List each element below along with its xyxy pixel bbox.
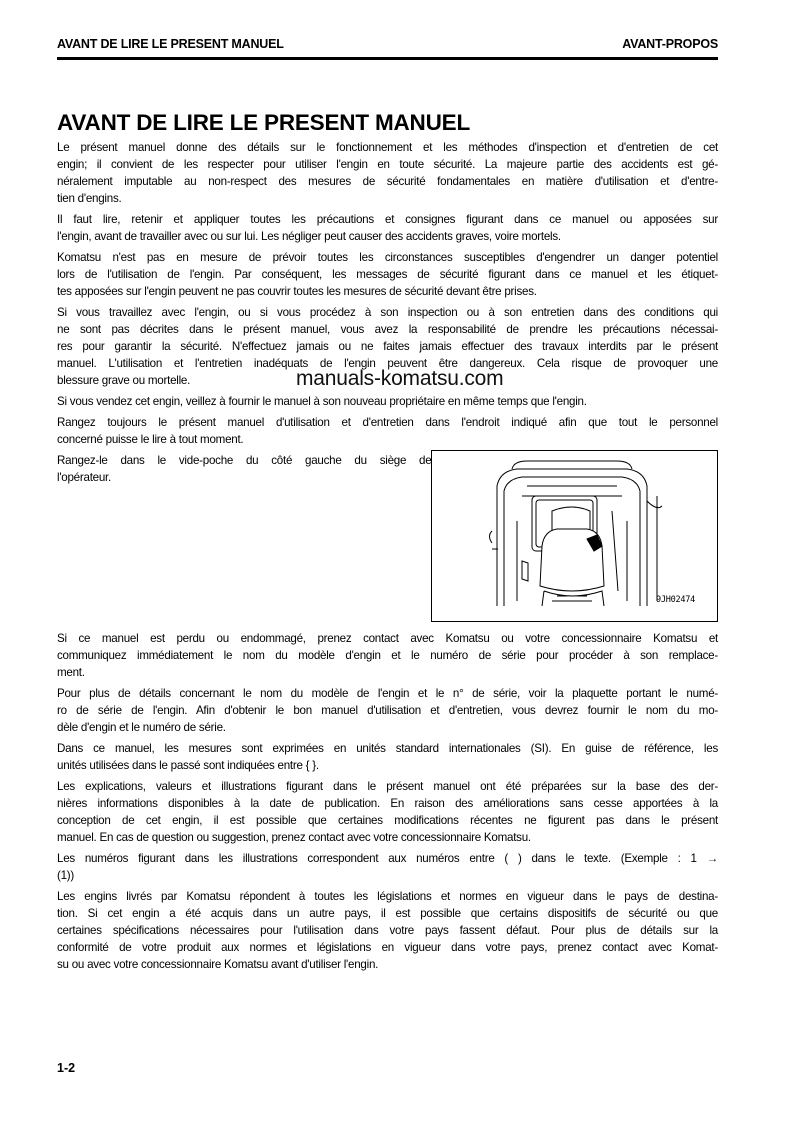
text-line: dèle d'engin et le numéro de série. xyxy=(57,721,226,734)
text-line: Komatsu n'est pas en mesure de prévoir toutes les circonstances susceptibles d'engendrer un danger potentiel xyxy=(57,251,718,264)
text-line: conception de cet engin, il est possible que certaines modifications récentes ne figurent pas dans le présent xyxy=(57,814,718,827)
text-line: ro de série de l'engin. Afin d'obtenir le bon manuel d'utilisation et d'entretien, vous devrez fournir le nom du mo- xyxy=(57,704,718,717)
paragraph xyxy=(57,740,718,774)
figure-row xyxy=(57,452,718,622)
text-line: Les numéros figurant dans les illustrations correspondent aux numéros entre ( ) dans le texte. (Exemple : 1 → xyxy=(57,852,718,865)
text-line: Les engins livrés par Komatsu répondent à toutes les législations et normes en vigueur dans le pays de destina- xyxy=(57,890,718,903)
watermark: manuals-komatsu.com xyxy=(296,367,504,390)
text-line: unités utilisées dans le passé sont indiquées entre { }. xyxy=(57,759,319,772)
page-number: 1-2 xyxy=(57,1061,76,1075)
text-line: res pour garantir la sécurité. N'effectuez jamais ou ne faites jamais effectuer des travaux interdits par le présent xyxy=(57,340,718,353)
paragraph xyxy=(57,211,718,245)
text-line: Le présent manuel donne des détails sur le fonctionnement et les méthodes d'inspection et d'entretien de cet xyxy=(57,141,718,154)
text-line: Si vous travaillez avec l'engin, ou si vous procédez à son inspection ou à son entretien dans des conditions qui xyxy=(57,306,718,319)
text-line: Rangez-le dans le vide-poche du côté gauche du siège de xyxy=(57,454,432,467)
paragraph xyxy=(57,630,718,681)
paragraph xyxy=(57,850,718,884)
text-line: (1)) xyxy=(57,869,75,882)
text-line: Rangez toujours le présent manuel d'utilisation et d'entretien dans l'endroit indiqué afin que tout le personnel xyxy=(57,416,718,429)
cab-illustration xyxy=(431,450,718,622)
paragraph xyxy=(57,249,718,300)
text-line: tion. Si cet engin a été acquis dans un autre pays, il est possible que certains dispositifs de sécurité ou que xyxy=(57,907,718,920)
running-header xyxy=(57,37,718,60)
text-line: certaines spécifications nécessaires pour l'utilisation dans votre pays fassent défaut. Pour plus de détails sur la xyxy=(57,924,718,937)
text-line: manuel. L'utilisation et l'entretien inadéquats de l'engin peuvent être dangereux. Cela risque de provoquer une xyxy=(57,357,718,370)
text-line: ne sont pas décrites dans le présent manuel, vous avez la responsabilité de prendre les précautions nécessai- xyxy=(57,323,718,336)
paragraph xyxy=(57,414,718,448)
header-section-title: AVANT DE LIRE LE PRESENT MANUEL xyxy=(57,37,284,51)
figure-paragraph xyxy=(57,452,431,618)
text-line: Il faut lire, retenir et appliquer toutes les précautions et consignes figurant dans ce manuel ou apposées sur xyxy=(57,213,718,226)
text-line: nières informations disponibles à la date de publication. En raison des améliorations sans cesse apportées à la xyxy=(57,797,718,810)
text-line: Si vous vendez cet engin, veillez à fournir le manuel à son nouveau propriétaire en même temps que l'engin. xyxy=(57,395,587,408)
text-line: concerné puisse le lire à tout moment. xyxy=(57,433,244,446)
text-line: communiquez immédiatement le nom du modèle d'engin et le numéro de série pour procéder à son remplace- xyxy=(57,649,718,662)
text-line: tes apposées sur l'engin peuvent ne pas couvrir toutes les mesures de sécurité devant être prises. xyxy=(57,285,537,298)
text-line: néralement imputable au non-respect des mesures de sécurité fondamentales en matière d'utilisation et d'entre- xyxy=(57,175,718,188)
text-line: Si ce manuel est perdu ou endommagé, prenez contact avec Komatsu ou votre concessionnaire Komatsu et xyxy=(57,632,718,645)
paragraph xyxy=(57,778,718,846)
page-title: AVANT DE LIRE LE PRESENT MANUEL xyxy=(57,110,470,135)
text-line: blessure grave ou mortelle. xyxy=(57,374,191,387)
text-line: engin; il convient de les respecter pour utiliser l'engin en toute sécurité. La majeure partie des accidents est gé- xyxy=(57,158,718,171)
paragraph xyxy=(57,393,718,410)
paragraph xyxy=(57,685,718,736)
figure-code: 9JH02474 xyxy=(656,595,695,605)
text-line: l'engin, avant de travailler avec ou sur lui. Les négliger peut causer des accidents graves, voire mortels. xyxy=(57,230,561,243)
text-line: Les explications, valeurs et illustrations figurant dans le présent manuel ont été préparées sur la base des der- xyxy=(57,780,718,793)
paragraphs-bottom xyxy=(57,630,718,973)
body-text xyxy=(57,139,718,977)
text-line: ment. xyxy=(57,666,85,679)
text-line: Dans ce manuel, les mesures sont exprimées en unités standard internationales (SI). En guise de référence, les xyxy=(57,742,718,755)
text-line: conformité de votre produit aux normes et législations en vigueur dans votre pays, prenez contact avec Komat- xyxy=(57,941,718,954)
text-line: su ou avec votre concessionnaire Komatsu avant d'utiliser l'engin. xyxy=(57,958,379,971)
paragraphs-top xyxy=(57,139,718,448)
text-line: lors de l'utilisation de l'engin. Par conséquent, les messages de sécurité figurant dans ce manuel et les étiquet- xyxy=(57,268,718,281)
header-chapter: AVANT-PROPOS xyxy=(622,37,718,51)
text-line: Pour plus de détails concernant le nom du modèle de l'engin et le n° de série, voir la plaquette portant le numé- xyxy=(57,687,718,700)
text-line: tien d'engins. xyxy=(57,192,122,205)
paragraph xyxy=(57,888,718,973)
text-line: l'opérateur. xyxy=(57,471,112,484)
paragraph xyxy=(57,139,718,207)
text-line: manuel. En cas de question ou suggestion, prenez contact avec votre concessionnaire Komatsu. xyxy=(57,831,531,844)
